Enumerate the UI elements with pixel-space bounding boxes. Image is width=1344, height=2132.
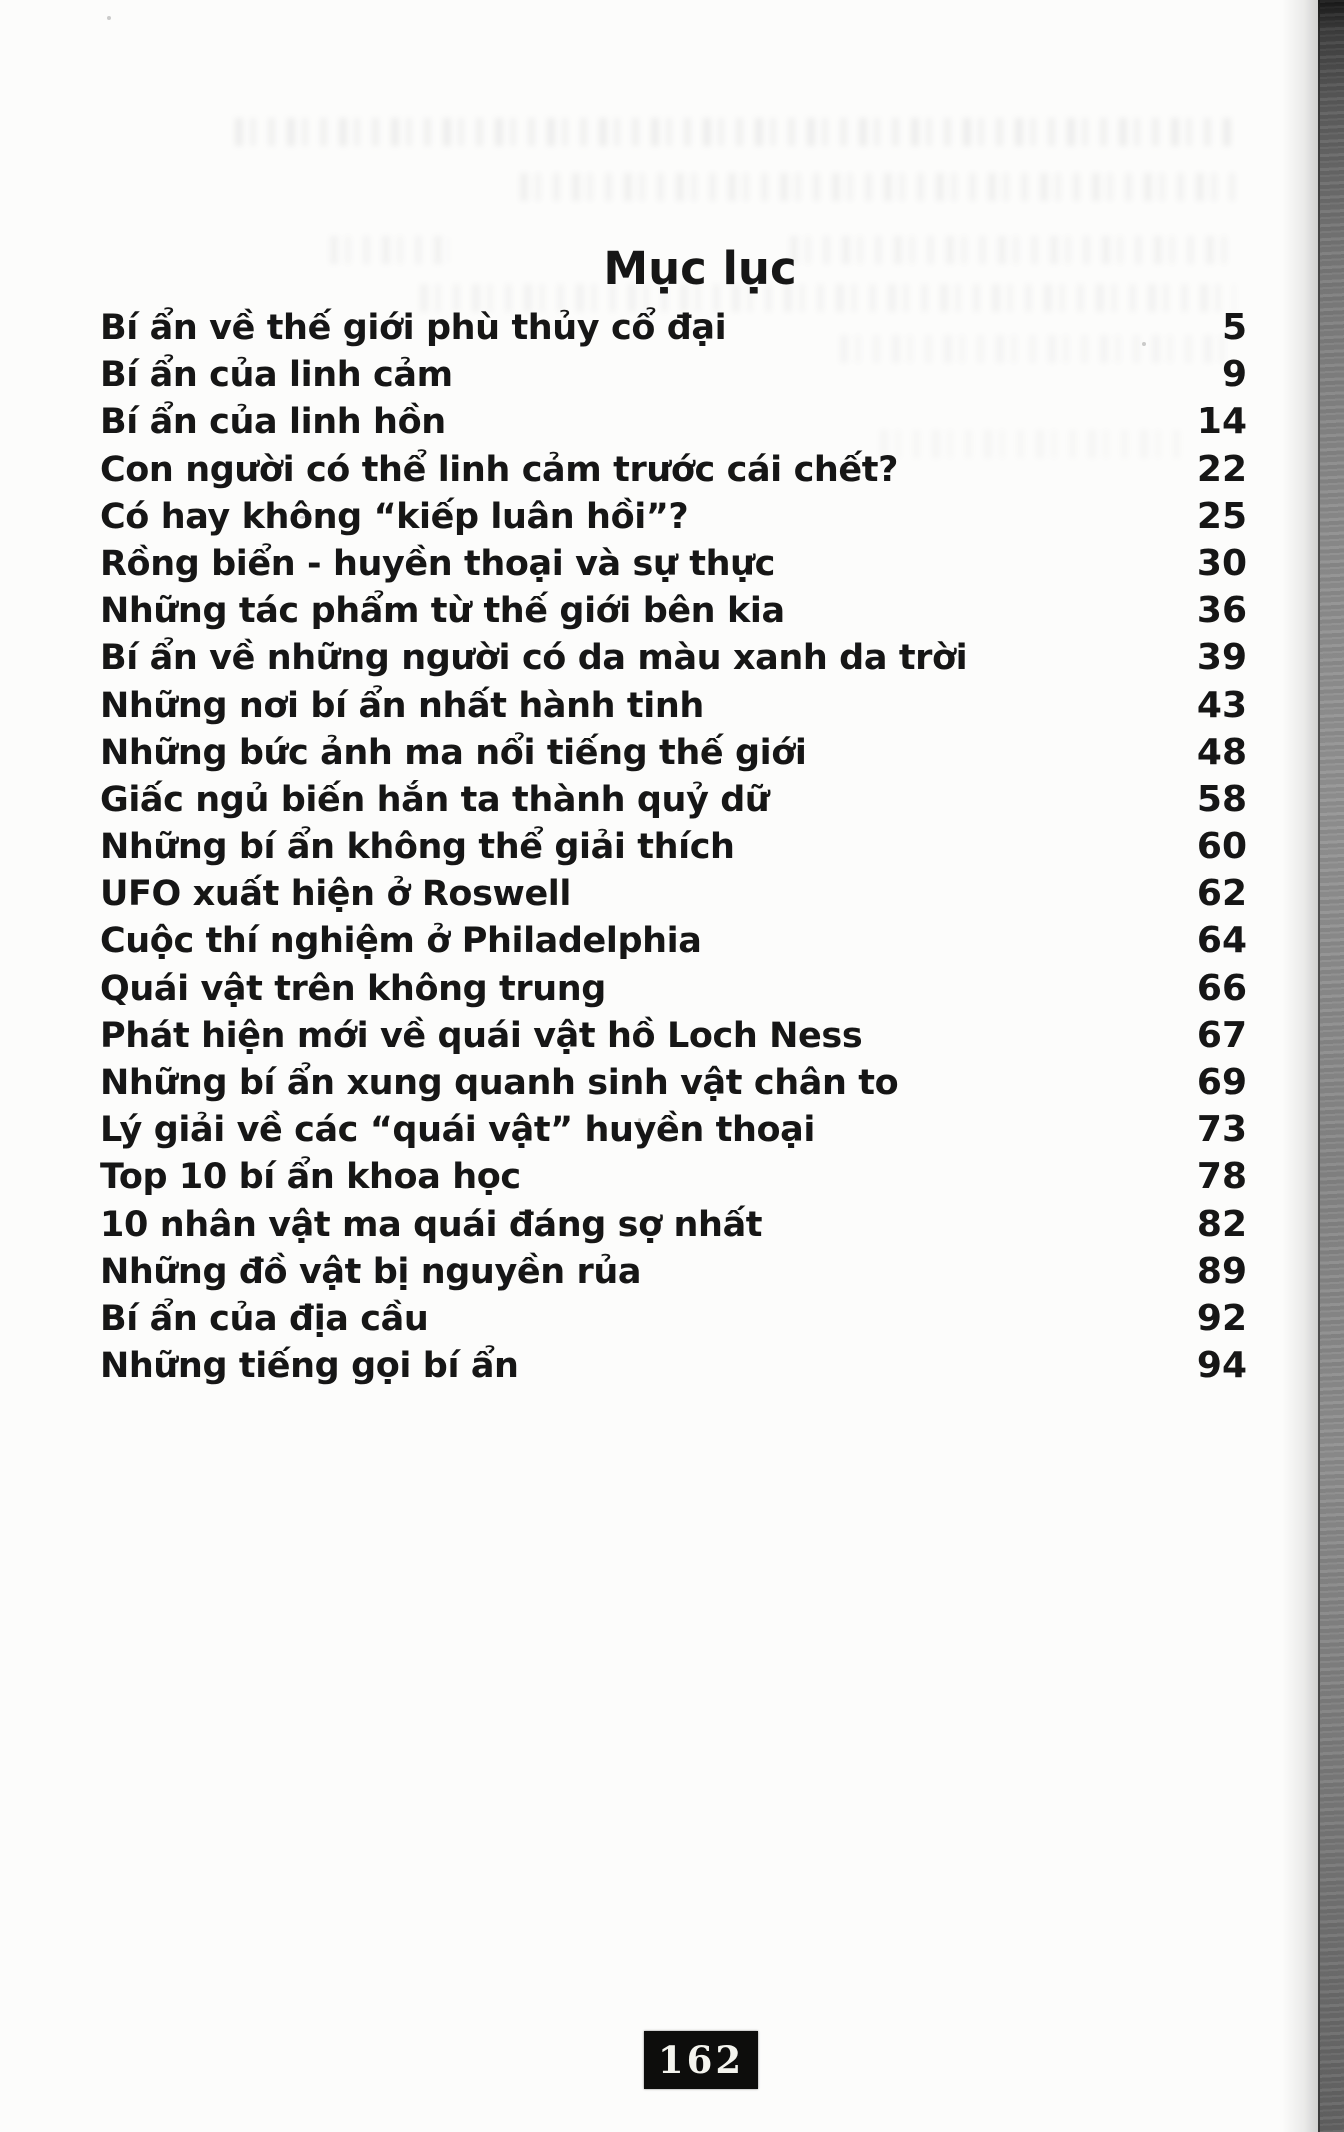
toc-row — [100, 965, 1247, 1012]
toc-entry-title: Bí ẩn của linh cảm — [100, 355, 453, 396]
toc-entry-page: 60 — [1196, 826, 1247, 868]
toc-entry-page: 39 — [1196, 637, 1247, 679]
toc-row — [100, 870, 1247, 917]
toc-entry-title: Những bí ẩn không thể giải thích — [100, 827, 735, 868]
toc-entry-page: 43 — [1196, 684, 1247, 726]
toc-row — [100, 823, 1247, 870]
bleed-through-smudge — [520, 173, 1235, 201]
toc-entry-title: Bí ẩn của địa cầu — [100, 1298, 429, 1339]
toc-entry-title: Bí ẩn của linh hồn — [100, 402, 446, 443]
toc-entry-page: 9 — [1221, 354, 1247, 396]
toc-row — [100, 1295, 1247, 1342]
toc-entry-title: Những tác phẩm từ thế giới bên kia — [100, 591, 785, 632]
toc-entry-page: 58 — [1196, 778, 1247, 820]
toc-entry-page: 48 — [1196, 731, 1247, 773]
toc-row — [100, 398, 1247, 445]
toc-entry-page: 5 — [1221, 307, 1247, 348]
toc-row — [100, 1153, 1247, 1200]
toc-entry-title: Quái vật trên không trung — [100, 968, 606, 1009]
toc-row — [100, 1201, 1247, 1248]
toc-entry-page: 25 — [1196, 495, 1247, 537]
toc-list — [100, 304, 1247, 1389]
toc-entry-title: 10 nhân vật ma quái đáng sợ nhất — [100, 1204, 763, 1245]
toc-row — [100, 729, 1247, 776]
toc-entry-page: 89 — [1196, 1250, 1247, 1292]
toc-entry-page: 64 — [1196, 920, 1247, 962]
toc-row — [100, 634, 1247, 681]
scan-edge-shadow — [1282, 0, 1322, 2132]
toc-entry-title: Những nơi bí ẩn nhất hành tinh — [100, 685, 704, 726]
toc-entry-title: Top 10 bí ẩn khoa học — [100, 1157, 521, 1198]
toc-entry-title: Phát hiện mới về quái vật hồ Loch Ness — [100, 1015, 863, 1056]
toc-row — [100, 1342, 1247, 1389]
toc-entry-title: UFO xuất hiện ở Roswell — [100, 874, 571, 915]
toc-entry-title: Rồng biển - huyền thoại và sự thực — [100, 543, 776, 584]
toc-entry-page: 67 — [1196, 1014, 1247, 1056]
toc-row — [100, 304, 1247, 351]
toc-entry-title: Có hay không “kiếp luân hồi”? — [100, 496, 689, 537]
toc-entry-page: 69 — [1196, 1062, 1247, 1103]
page-title: Mục lục — [603, 242, 797, 296]
page-number-badge: 162 — [644, 2031, 758, 2089]
toc-row — [100, 1248, 1247, 1295]
toc-entry-title: Bí ẩn về thế giới phù thủy cổ đại — [100, 308, 727, 348]
toc-entry-title: Những tiếng gọi bí ẩn — [100, 1346, 519, 1387]
toc-entry-title: Lý giải về các “quái vật” huyền thoại — [100, 1110, 815, 1151]
toc-row — [100, 493, 1247, 540]
bleed-through-smudge — [235, 118, 1235, 146]
toc-entry-title: Giấc ngủ biến hắn ta thành quỷ dữ — [100, 779, 770, 820]
toc-row — [100, 587, 1247, 634]
toc-row — [100, 1012, 1247, 1059]
toc-entry-page: 62 — [1196, 873, 1247, 915]
toc-row — [100, 1106, 1247, 1153]
toc-row — [100, 776, 1247, 823]
toc-row — [100, 446, 1247, 493]
toc-row — [100, 351, 1247, 398]
toc-entry-page: 14 — [1196, 401, 1247, 443]
toc-row — [100, 540, 1247, 587]
toc-entry-page: 30 — [1196, 542, 1247, 584]
toc-entry-title: Những đồ vật bị nguyền rủa — [100, 1251, 642, 1292]
toc-row — [100, 917, 1247, 964]
toc-entry-title: Cuộc thí nghiệm ở Philadelphia — [100, 921, 702, 962]
toc-entry-page: 36 — [1196, 590, 1247, 632]
toc-entry-title: Bí ẩn về những người có da màu xanh da trời — [100, 638, 968, 679]
toc-entry-title: Những bí ẩn xung quanh sinh vật chân to — [100, 1063, 899, 1103]
toc-entry-page: 73 — [1196, 1109, 1247, 1151]
toc-entry-page: 66 — [1196, 967, 1247, 1009]
toc-row — [100, 1059, 1247, 1106]
toc-entry-page: 22 — [1196, 448, 1247, 490]
scan-edge-strip — [1318, 0, 1344, 2132]
toc-row — [100, 682, 1247, 729]
toc-entry-page: 94 — [1196, 1345, 1247, 1387]
toc-entry-title: Những bức ảnh ma nổi tiếng thế giới — [100, 732, 807, 773]
toc-entry-page: 78 — [1196, 1156, 1247, 1198]
toc-entry-page: 92 — [1196, 1297, 1247, 1339]
toc-entry-title: Con người có thể linh cảm trước cái chết? — [100, 449, 898, 490]
scan-noise-speck — [107, 16, 111, 20]
toc-entry-page: 82 — [1196, 1203, 1247, 1245]
